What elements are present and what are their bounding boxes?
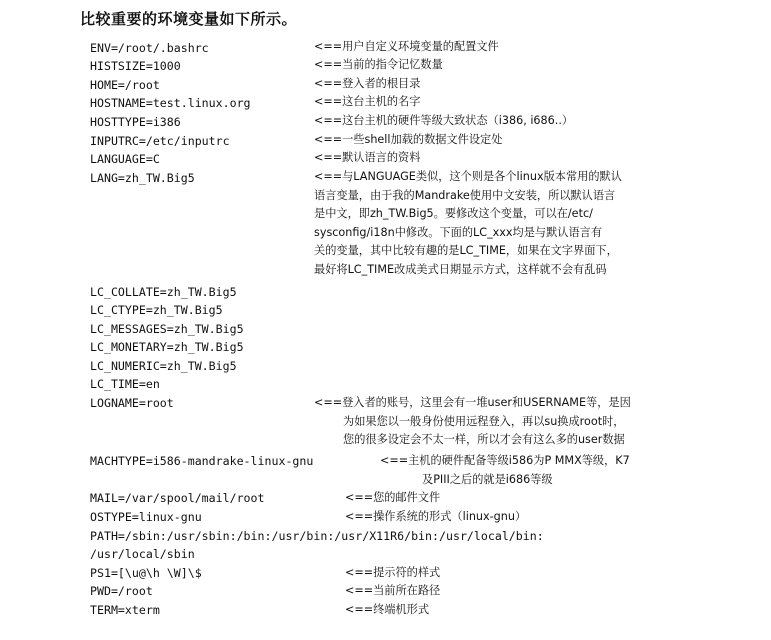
- desc-line: <==您的邮件文件: [345, 491, 441, 504]
- desc-line: <==用户自定义环境变量的配置文件: [314, 40, 499, 53]
- desc-line: <==主机的硬件配备等级i586为P MMX等级，K7: [380, 454, 630, 467]
- env-desc-hostname: [314, 93, 420, 112]
- env-var-machtype: MACHTYPE=i586-mandrake-linux-gnu: [90, 454, 314, 468]
- env-desc-machtype: [380, 452, 630, 489]
- env-var-lang: LANG=zh_TW.Big5: [90, 171, 195, 185]
- desc-line: <==这台主机的硬件等级大致状态（i386, i686..）: [314, 114, 574, 127]
- env-desc-logname: [314, 394, 631, 450]
- env-var-path: PATH=/sbin:/usr/sbin:/bin:/usr/bin:/usr/X11R6/bin:/usr/local/bin:: [90, 529, 544, 543]
- desc-line: <==终端机形式: [345, 603, 430, 616]
- desc-line: 您的很多设定会不太一样，所以才会有这么多的user数据: [343, 433, 625, 447]
- env-var-path-cont: /usr/local/sbin: [90, 547, 195, 561]
- env-var-pwd: PWD=/root: [90, 584, 153, 598]
- env-var-inputrc: INPUTRC=/etc/inputrc: [90, 134, 230, 148]
- desc-line: <==默认语言的资料: [314, 151, 421, 164]
- env-desc-term: [345, 601, 429, 620]
- env-desc-pwd: [345, 582, 440, 601]
- env-var-lc-time: LC_TIME=en: [90, 377, 160, 391]
- env-var-lc-messages: LC_MESSAGES=zh_TW.Big5: [90, 322, 244, 336]
- desc-line: <==与LANGUAGE类似，这个则是各个linux版本常用的默认: [314, 170, 622, 183]
- env-var-histsize: HISTSIZE=1000: [90, 59, 181, 73]
- desc-line: sysconfig/i18n中修改。下面的LC_xxx均是与默认语言有: [314, 225, 603, 239]
- desc-line: <==登入者的账号，这里会有一堆user和USERNAME等，是因: [314, 396, 631, 409]
- page-heading: 比较重要的环境变量如下所示。: [80, 10, 298, 28]
- env-var-ostype: OSTYPE=linux-gnu: [90, 510, 202, 524]
- desc-line: 最好将LC_TIME改成美式日期显示方式，这样就不会有乱码: [314, 262, 607, 276]
- env-var-lc-collate: LC_COLLATE=zh_TW.Big5: [90, 285, 237, 299]
- env-var-term: TERM=xterm: [90, 603, 160, 617]
- desc-line: <==当前所在路径: [345, 584, 441, 597]
- desc-line: <==当前的指令记忆数量: [314, 58, 443, 71]
- env-var-logname: LOGNAME=root: [90, 396, 174, 410]
- desc-line: <==这台主机的名字: [314, 95, 421, 108]
- desc-line: 及PIII之后的就是i686等级: [422, 472, 553, 486]
- env-var-mail: MAIL=/var/spool/mail/root: [90, 491, 265, 505]
- desc-line: 为如果您以一般身份使用远程登入，再以su换成root时，: [343, 414, 625, 428]
- env-desc-inputrc: [314, 131, 502, 150]
- env-var-env: ENV=/root/.bashrc: [90, 41, 209, 55]
- env-desc-home: [314, 75, 420, 94]
- env-desc-ostype: [345, 508, 526, 527]
- desc-line: 是中文，即zh_TW.Big5。要修改这个变量，可以在/etc/: [314, 207, 593, 221]
- env-var-hostname: HOSTNAME=test.linux.org: [90, 96, 251, 110]
- desc-line: <==提示符的样式: [345, 566, 441, 579]
- env-desc-ps1: [345, 564, 440, 583]
- env-var-home: HOME=/root: [90, 78, 160, 92]
- env-desc-language: [314, 149, 420, 168]
- env-desc-hosttype: [314, 112, 573, 131]
- env-desc-histsize: [314, 56, 443, 75]
- env-var-lc-monetary: LC_MONETARY=zh_TW.Big5: [90, 340, 244, 354]
- env-desc-mail: [345, 489, 440, 508]
- env-desc-env: [314, 38, 499, 57]
- env-var-ps1: PS1=[\u@\h \W]\$: [90, 566, 202, 580]
- env-var-hosttype: HOSTTYPE=i386: [90, 115, 181, 129]
- env-desc-lang: [314, 168, 622, 280]
- env-var-language: LANGUAGE=C: [90, 152, 160, 166]
- env-var-lc-ctype: LC_CTYPE=zh_TW.Big5: [90, 303, 223, 317]
- desc-line: 关的变量，其中比较有趣的是LC_TIME，如果在文字界面下，: [314, 244, 618, 258]
- desc-line: <==登入者的根目录: [314, 77, 421, 90]
- desc-line: <==一些shell加载的数据文件设定处: [314, 133, 503, 146]
- desc-line: 语言变量，由于我的Mandrake使用中文安装，所以默认语言: [314, 188, 616, 202]
- env-var-lc-numeric: LC_NUMERIC=zh_TW.Big5: [90, 359, 237, 373]
- desc-line: <==操作系统的形式（linux-gnu）: [345, 510, 527, 523]
